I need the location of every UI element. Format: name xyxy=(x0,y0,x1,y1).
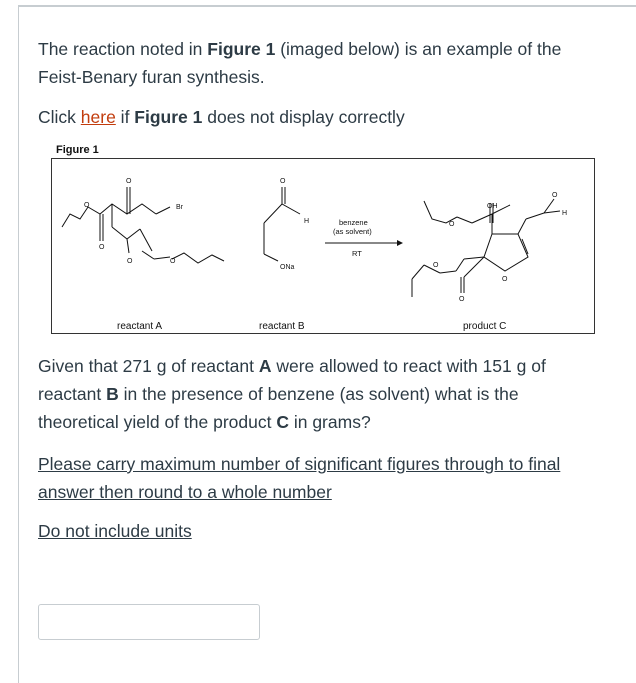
atom-h-c: H xyxy=(562,210,568,217)
body-reactant-a: A xyxy=(258,356,272,376)
reaction-figure xyxy=(51,158,595,334)
product-c-structure xyxy=(412,199,560,297)
click-text: Click xyxy=(38,107,81,127)
atom-o-c2: O xyxy=(552,192,558,199)
atom-o-b1: O xyxy=(280,178,286,185)
click-suffix-text: does not display correctly xyxy=(202,107,405,127)
atom-h-b: H xyxy=(304,218,310,225)
click-mid-text: if xyxy=(115,107,135,127)
reactant-b-label: reactant B xyxy=(259,321,305,332)
body-product-c: C xyxy=(276,412,289,432)
body-text-2: were allowed to react with 151 g of reactant xyxy=(38,356,546,404)
atom-ona: ONa xyxy=(280,264,295,271)
click-figure-ref: Figure 1 xyxy=(134,107,203,127)
atom-o-c3: O xyxy=(433,262,439,269)
atom-br: Br xyxy=(176,204,183,211)
figure-label: Figure 1 xyxy=(56,144,99,156)
atom-o-a2: O xyxy=(126,178,132,185)
intro-figure-ref: Figure 1 xyxy=(207,39,276,59)
condition-temperature: RT xyxy=(352,249,362,258)
figure-help-line xyxy=(38,103,405,131)
question-intro xyxy=(38,35,598,91)
reactant-a-label: reactant A xyxy=(117,321,163,332)
body-reactant-b: B xyxy=(106,384,119,404)
question-body xyxy=(38,352,598,436)
atom-o-c1: O xyxy=(449,221,455,228)
atom-o-a3: O xyxy=(99,244,105,251)
reactant-b-structure xyxy=(264,187,300,261)
answer-input[interactable] xyxy=(38,604,260,640)
atom-o-ring: O xyxy=(502,276,508,283)
body-text-3: in the presence of benzene (as solvent) what is the theoretical yield of the product xyxy=(38,384,519,432)
atom-o-a5: O xyxy=(170,258,176,265)
intro-text-end: (imaged below) is an example of the Feist-Benary furan synthesis. xyxy=(38,39,562,87)
reaction-scheme xyxy=(52,159,596,335)
body-text-4: in grams? xyxy=(288,412,371,432)
arrow-head xyxy=(397,240,403,246)
condition-solvent-note: (as solvent) xyxy=(333,227,372,236)
atom-o-a1: O xyxy=(84,202,90,209)
atom-o-a4: O xyxy=(127,258,133,265)
atom-oh: OH xyxy=(487,203,498,210)
product-c-label: product C xyxy=(463,321,507,332)
condition-solvent: benzene xyxy=(339,218,368,227)
atom-o-c4: O xyxy=(459,296,465,303)
body-text-1: Given that 271 g of reactant xyxy=(38,356,259,376)
sigfig-instruction: Please carry maximum number of significant figures through to final answer then round to a whole number xyxy=(38,454,561,502)
units-instruction: Do not include units xyxy=(38,521,192,541)
reactant-a-structure xyxy=(62,187,224,263)
intro-text: The reaction noted in xyxy=(38,39,208,59)
figure-here-link[interactable]: here xyxy=(80,107,116,127)
